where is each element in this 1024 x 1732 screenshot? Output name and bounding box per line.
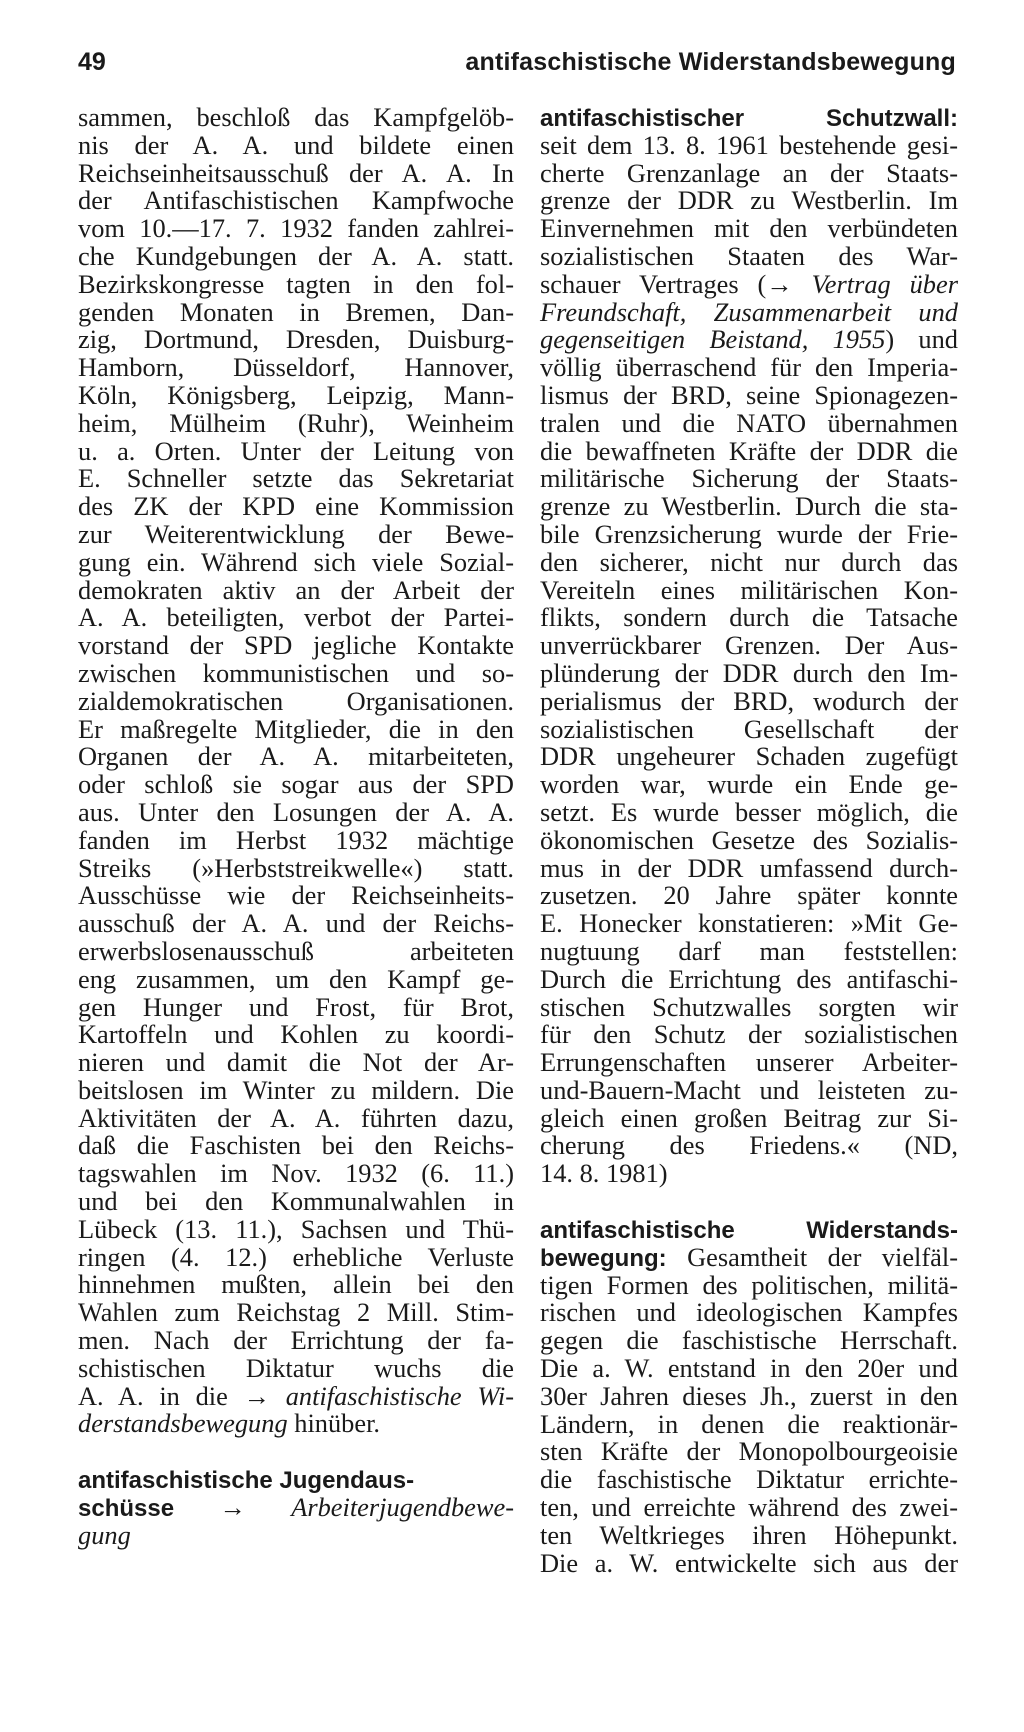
right-line: gegenseitigen Beistand, 1955) und [540, 324, 958, 355]
text-line: nugtuung darf man feststellen: [540, 935, 958, 966]
text-line: E. Schneller setzte das Sekretariat [78, 463, 514, 494]
text-line: genden Monaten in Bremen, Dan- [78, 296, 514, 327]
text-line: gung ein. Während sich viele Sozial- [78, 546, 514, 577]
text-line: sozialistischen Gesellschaft der [540, 713, 958, 744]
text-line: die faschistische Diktatur errichte- [540, 1464, 958, 1495]
text-line: u. a. Orten. Unter der Leitung von [78, 435, 514, 466]
text-line: Aktivitäten der A. A. führten dazu, [78, 1102, 514, 1133]
cross-reference: gung [78, 1519, 131, 1550]
text-line: Einvernehmen mit den verbündeten [540, 213, 958, 244]
text-line: vom 10.—17. 7. 1932 fanden zahlrei- [78, 213, 514, 244]
text-line: 30er Jahren dieses Jh., zuerst in den [540, 1380, 958, 1411]
text-line: gleich einen großen Beitrag zur Si- [540, 1102, 958, 1133]
text-line: vorstand der SPD jegliche Kontakte [78, 630, 514, 661]
right-line: schauer Vertrages (→ Vertrag über [540, 268, 958, 299]
text-line: erwerbslosenausschuß arbeiteten [78, 935, 514, 966]
cross-reference-arrow: → [243, 1380, 270, 1411]
text-line: men. Nach der Errichtung der fa- [78, 1325, 514, 1356]
cross-reference: Freundschaft, Zusammenarbeit und [540, 296, 958, 327]
text-line: Ausschüsse wie der Reichseinheits- [78, 880, 514, 911]
entry-line: schüsse → Arbeiterjugendbewe- [78, 1492, 514, 1523]
text-line: zig, Dortmund, Dresden, Duisburg- [78, 324, 514, 355]
text-line: Ländern, in denen die reaktionär- [540, 1408, 958, 1439]
left-line-47: A. A. in die → antifaschistische Wi- [78, 1380, 514, 1411]
text-line: heim, Mülheim (Ruhr), Weinheim [78, 407, 514, 438]
text-line: lismus der BRD, seine Spionagezen- [540, 379, 958, 410]
text-line: zialdemokratischen Organisationen. [78, 685, 514, 716]
text-line: tagswahlen im Nov. 1932 (6. 11.) [78, 1158, 514, 1189]
text-line: der Antifaschistischen Kampfwoche [78, 185, 514, 216]
text-line: sammen, beschloß das Kampfgelöb- [78, 102, 514, 132]
text-line: sozialistischen Staaten des War- [540, 240, 958, 271]
text-line: Errungenschaften unserer Arbeiter- [540, 1047, 958, 1078]
cross-reference: antifaschistische Wi- [285, 1380, 514, 1411]
cross-reference: Arbeiterjugendbewe- [291, 1492, 514, 1523]
cross-reference-arrow: → [766, 268, 793, 299]
text-line: seit dem 13. 8. 1961 bestehende gesi- [540, 129, 958, 160]
text-line: bile Grenzsicherung wurde der Frie- [540, 518, 958, 549]
text-line: für den Schutz der sozialistischen [540, 1019, 958, 1050]
left-column-text [78, 104, 514, 1383]
text-line: des ZK der KPD eine Kommission [78, 491, 514, 522]
text-line: den sicherer, nicht nur durch das [540, 546, 958, 577]
text-line: militärische Sicherung der Staats- [540, 463, 958, 494]
text-line: gen Hunger und Frost, für Brot, [78, 991, 514, 1022]
text-line: Lübeck (13. 11.), Sachsen und Thü- [78, 1213, 514, 1244]
text-line: gegen die faschistische Herrschaft. [540, 1325, 958, 1356]
text-line: tigen Formen des politischen, militä- [540, 1269, 958, 1300]
text-line: nis der A. A. und bildete einen [78, 129, 514, 160]
cross-reference-arrow: → [219, 1492, 246, 1523]
text-line: daß die Faschisten bei den Reichs- [78, 1130, 514, 1161]
text-line: Kartoffeln und Kohlen zu koordi- [78, 1019, 514, 1050]
text-line: flikts, sondern durch die Tatsache [540, 602, 958, 633]
text-line: perialismus der BRD, wodurch der [540, 685, 958, 716]
text-line: nieren und damit die Not der Ar- [78, 1047, 514, 1078]
right-column-text [540, 1269, 958, 1578]
text-line: Wahlen zum Reichstag 2 Mill. Stim- [78, 1297, 514, 1328]
text-line: DDR ungeheurer Schaden zugefügt [540, 741, 958, 772]
text-line: zur Weiterentwicklung der Bewe- [78, 518, 514, 549]
entry-line [78, 1519, 514, 1550]
text-line: Organen der A. A. mitarbeiteten, [78, 741, 514, 772]
text-line: A. A. beteiligten, verbot der Partei- [78, 602, 514, 633]
text-line: grenze zu Westberlin. Durch die sta- [540, 491, 958, 522]
text-line: die bewaffneten Kräfte der DDR die [540, 435, 958, 466]
text-line: stischen Schutzwalles sorgten wir [540, 991, 958, 1022]
text-line: 14. 8. 1981) [540, 1158, 668, 1189]
running-head: antifaschistische Widerstandsbewegung [465, 48, 956, 76]
text-line: ten Weltkrieges ihren Höhepunkt. [540, 1519, 958, 1550]
right-column-text [540, 354, 958, 1188]
text-line: Er maßregelte Mitglieder, die in den [78, 713, 514, 744]
text-line: ten, und erreichte während des zwei- [540, 1492, 958, 1523]
text-line: und bei den Kommunalwahlen in [78, 1186, 514, 1217]
text-line: und-Bauern-Macht und leisteten zu- [540, 1074, 958, 1105]
text-line: cherte Grenzanlage an der Staats- [540, 157, 958, 188]
text-line: E. Honecker konstatieren: »Mit Ge- [540, 908, 958, 939]
text-line: aus. Unter den Losungen der A. A. [78, 796, 514, 827]
text-line: ökonomischen Gesetze des Sozialis- [540, 824, 958, 855]
right-column [540, 104, 958, 1577]
text-line: plünderung der DDR durch den Im- [540, 657, 958, 688]
text-line: tralen und die NATO übernahmen [540, 407, 958, 438]
cross-reference: derstandsbewegung [78, 1408, 288, 1439]
text-line: cherung des Friedens.« (ND, [540, 1130, 958, 1161]
text-line: zusetzen. 20 Jahre später konnte [540, 880, 958, 911]
text-line: Hamborn, Düsseldorf, Hannover, [78, 352, 514, 383]
entry-headword: antifaschistischer Schutzwall: [540, 105, 958, 132]
page-number: 49 [78, 48, 106, 76]
text-line: Die a. W. entwickelte sich aus der [540, 1547, 958, 1578]
entry-headword: antifaschistische Widerstands- [540, 1217, 958, 1245]
entry-headword: antifaschistische Jugendaus- [78, 1467, 415, 1495]
text-line: hinnehmen mußten, allein bei den [78, 1269, 514, 1300]
text-line: rischen und ideologischen Kampfes [540, 1297, 958, 1328]
text-line: Vereiteln eines militärischen Kon- [540, 574, 958, 605]
text-line: che Kundgebungen der A. A. statt. [78, 240, 514, 271]
text-line: völlig überraschend für den Imperia- [540, 352, 958, 383]
text-line: beitslosen im Winter zu mildern. Die [78, 1074, 514, 1105]
left-column [78, 104, 514, 1550]
text-line: demokraten aktiv an der Arbeit der [78, 574, 514, 605]
entry-line: bewegung: Gesamtheit der vielfäl- [540, 1241, 958, 1272]
text-line: schistischen Diktatur wuchs die [78, 1352, 514, 1383]
text-line: ausschuß der A. A. und der Reichs- [78, 908, 514, 939]
cross-reference: Vertrag über [811, 268, 958, 299]
text-line: Bezirkskongresse tagten in den fol- [78, 268, 514, 299]
page-header [78, 48, 956, 84]
text-line: Die a. W. entstand in den 20er und [540, 1353, 958, 1384]
text-line: fanden im Herbst 1932 mächtige [78, 824, 514, 855]
text-line: Durch die Errichtung des antifaschi- [540, 963, 958, 994]
text-line: Köln, Königsberg, Leipzig, Mann- [78, 379, 514, 410]
left-line-48: derstandsbewegung hinüber. [78, 1408, 381, 1439]
text-line: ringen (4. 12.) erhebliche Verluste [78, 1241, 514, 1272]
text-line: sten Kräfte der Monopolbourgeoisie [540, 1436, 958, 1467]
text-line: grenze der DDR zu Westberlin. Im [540, 185, 958, 216]
text-line: setzt. Es wurde besser möglich, die [540, 796, 958, 827]
text-line: oder schloß sie sogar aus der SPD [78, 769, 514, 800]
text-line: unverrückbarer Grenzen. Der Aus- [540, 630, 958, 661]
text-line: eng zusammen, um den Kampf ge- [78, 963, 514, 994]
text-line: zwischen kommunistischen und so- [78, 657, 514, 688]
cross-reference: gegenseitigen Beistand, 1955 [540, 324, 886, 355]
text-line: Streiks (»Herbststreikwelle«) statt. [78, 852, 514, 883]
right-column-text [540, 129, 958, 271]
text-line: mus in der DDR umfassend durch- [540, 852, 958, 883]
text-line: Reichseinheitsausschuß der A. A. In [78, 157, 514, 188]
right-line [540, 296, 958, 327]
text-line: worden war, wurde ein Ende ge- [540, 769, 958, 800]
